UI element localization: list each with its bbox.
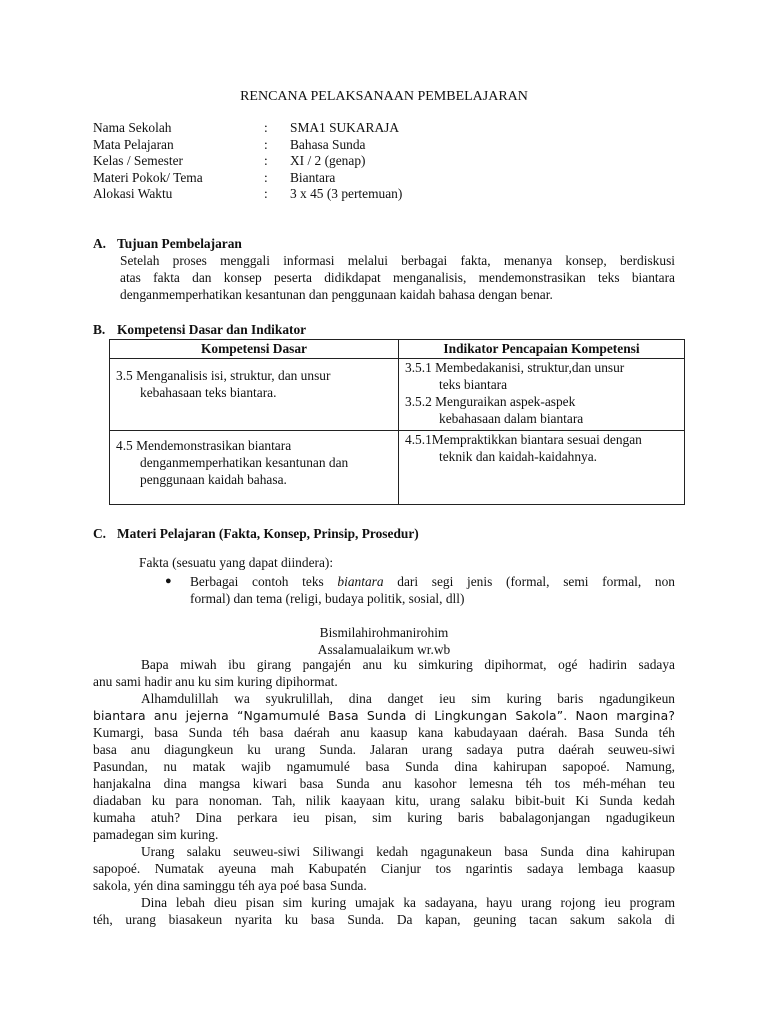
paragraph-line: Setelah proses menggali informasi melalui berbagai fakta, menanya konsep, berdiskusi (120, 253, 675, 268)
paragraph-line (190, 573, 675, 590)
cell-line: teknik dan kaidah-kaidahnya. (439, 449, 598, 464)
indicator-cell (399, 431, 685, 505)
section-title: Tujuan Pembelajaran (117, 236, 242, 251)
bullet-list (165, 573, 675, 607)
section-c-heading (93, 525, 419, 542)
paragraph-line: atas fakta dan konsep peserta didikdapat menganalisis, mendemonstrasikan teks biantara (120, 270, 675, 285)
cell-line: penggunaan kaidah bahasa. (140, 472, 287, 487)
opening-line: Bismilahirohmanirohim (319, 625, 449, 640)
section-number: A. (93, 236, 107, 251)
meta-label: Materi Pokok/ Tema (93, 169, 203, 185)
cell-line: kebahasaan teks biantara. (140, 385, 277, 400)
cell-line: kebahasaan dalam biantara (439, 411, 584, 426)
meta-value: SMA1 SUKARAJA (290, 120, 400, 135)
competency-table (109, 339, 685, 505)
opening-line: Assalamualaikum wr.wb (317, 642, 451, 657)
paragraph-line: Bapa miwah ibu girang pangajén anu ku simkuring dipihormat, ogé hadirin sadaya (141, 657, 675, 672)
paragraph-line: sakola, yén dina saminggu téh aya poé basa Sunda. (93, 878, 367, 893)
paragraph-line: Dina lebah dieu pisan sim kuring umajak ka sadayana, hayu urang rojong ieu program (141, 895, 675, 910)
meta-row (93, 136, 513, 153)
fakta-label: Fakta (sesuatu yang dapat diindera): (139, 555, 334, 570)
paragraph-line: biantara anu jejerna “Ngamumulé Basa Sunda di Lingkungan Sakola”. Naon margina? (93, 708, 675, 723)
meta-label: Kelas / Semester (93, 153, 183, 168)
paragraph-line: denganmemperhatikan kesantunan dan penggunaan kaidah bahasa dengan benar. (120, 287, 553, 302)
cell-line: denganmemperhatikan kesantunan dan (140, 455, 349, 470)
meta-value: Bahasa Sunda (290, 136, 366, 152)
table-header-cell: Kompetensi Dasar (110, 340, 399, 359)
indicator-cell (399, 359, 685, 431)
meta-colon: : (264, 186, 268, 201)
speech-opening (0, 624, 768, 658)
cell-line: teks biantara (439, 377, 508, 392)
cell-line: 4.5.1Mempraktikkan biantara sesuai dengan (405, 432, 642, 447)
speech-body (93, 656, 675, 928)
paragraph-line: hanjakalna dina mangsa kiwari basa Sunda anu kasohor lemesna téh tos méh-méhan teu (93, 776, 675, 791)
paragraph-line: basa anu diagungkeun ku urang Sunda. Jalaran urang sadaya putra daérah seuweu-siwi (93, 742, 675, 757)
meta-row (93, 185, 513, 202)
paragraph-line: Kumargi, basa Sunda téh basa daérah anu kaasup kana kabudayaan daérah. Basa Sunda téh (93, 725, 675, 740)
paragraph-line: formal) dan tema (religi, budaya politik, sosial, dll) (190, 591, 465, 606)
meta-colon: : (264, 120, 268, 135)
meta-value: XI / 2 (genap) (290, 153, 366, 168)
paragraph-line: Alhamdulillah wa syukrulillah, dina danget ieu sim kuring baris ngadungikeun (141, 691, 675, 706)
cell-line: 3.5.1 Membedakanisi, struktur,dan unsur (405, 360, 625, 375)
bullet-icon: ● (165, 575, 172, 587)
meta-label: Alokasi Waktu (93, 186, 173, 201)
meta-colon: : (264, 153, 268, 168)
paragraph-line: anu sami hadir anu ku sim kuring dipihormat. (93, 674, 338, 689)
paragraph-line: diadaban ku para nonoman. Tah, nilik kaayaan kitu, urang salaku bibit-buit Ki Sunda kedah (93, 793, 675, 808)
bullet-text: dari segi jenis (formal, semi formal, non (383, 574, 675, 589)
paragraph-line: sapopoé. Numatak ayeuna mah Kabupatén Cianjur tos ngarintis sadaya lembaga kaasup (93, 861, 675, 876)
cell-line: 3.5.2 Menguraikan aspek-aspek (405, 394, 576, 409)
kd-cell (110, 359, 399, 431)
meta-colon: : (264, 136, 268, 152)
paragraph-line: Urang salaku seuweu-siwi Siliwangi kedah ngagunakeun basa Sunda dina kahirupan (141, 844, 675, 859)
table-row (110, 431, 685, 505)
cell-line: 3.5 Menganalisis isi, struktur, dan unsur (116, 368, 331, 383)
table-header-row (110, 340, 685, 359)
table-header-cell: Indikator Pencapaian Kompetensi (399, 340, 685, 359)
fakta-list (165, 573, 675, 607)
meta-label: Nama Sekolah (93, 120, 172, 135)
table-row (110, 359, 685, 431)
meta-value: 3 x 45 (3 pertemuan) (290, 186, 403, 201)
kd-cell (110, 431, 399, 505)
document-title: RENCANA PELAKSANAAN PEMBELAJARAN (240, 89, 528, 104)
bullet-text: Berbagai contoh teks (190, 574, 338, 589)
meta-row (93, 169, 513, 186)
section-title: Kompetensi Dasar dan Indikator (117, 322, 307, 337)
section-b-heading (93, 321, 306, 338)
school-info-block (93, 119, 513, 202)
meta-colon: : (264, 169, 268, 185)
section-a-heading (93, 235, 242, 252)
meta-row (93, 152, 513, 169)
section-a-body (120, 252, 675, 303)
paragraph-line: Pasundan, nu matak wajib ngamumulé basa Sunda dina kahirupan sapopoé. Namung, (93, 759, 675, 774)
meta-value: Biantara (290, 169, 336, 185)
bullet-emphasis: biantara (337, 574, 384, 589)
meta-row (93, 119, 513, 136)
paragraph-line: pamadegan sim kuring. (93, 827, 219, 842)
meta-label: Mata Pelajaran (93, 136, 174, 152)
section-number: B. (93, 322, 106, 337)
list-item (165, 573, 675, 607)
paragraph-line: téh, urang biasakeun nyarita ku basa Sunda. Da kapan, geuning tacan sakum sakola di (93, 912, 675, 927)
paragraph-line: kumaha atuh? Dina perkara ieu pisan, sim kuring baris babalagonjangan ngadugikeun (93, 810, 675, 825)
section-number: C. (93, 526, 107, 541)
section-title: Materi Pelajaran (Fakta, Konsep, Prinsip, Prosedur) (117, 526, 419, 541)
cell-line: 4.5 Mendemonstrasikan biantara (116, 438, 292, 453)
